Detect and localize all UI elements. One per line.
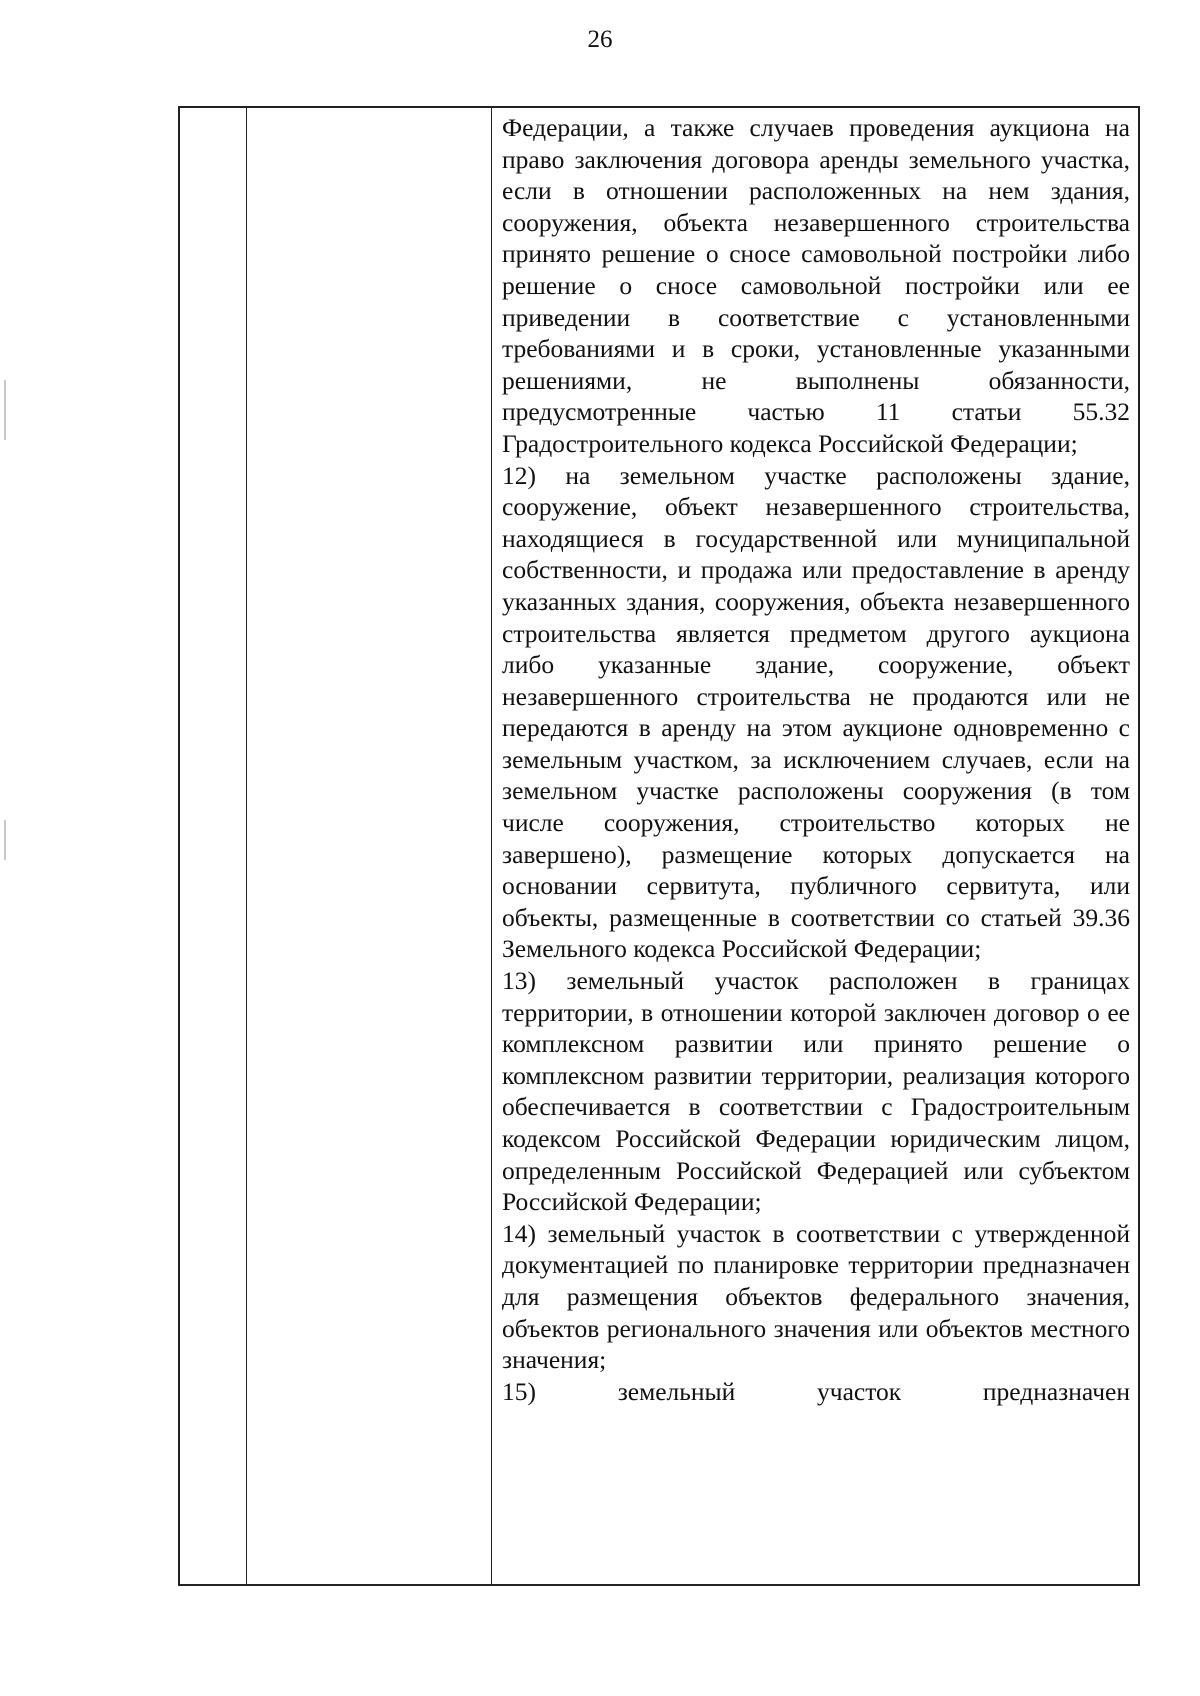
table-column-number — [180, 108, 247, 1584]
paragraph-11-continuation: Федерации, а также случаев проведения аукциона на право заключения договора аренды земельного участка, если в отношении расположенных на нем здания, сооружения, объекта незавершенного строительства принято решение о сносе самовольной постройки либо решение о сносе самовольной постройки или ее приведении в соответствие с установленными требованиями и в сроки, установленные указанными решениями, не выполнены обязанности, предусмотренные частью 11 статьи 55.32 Градостроительного кодекса Российской Федерации; — [502, 113, 1130, 458]
paragraph-15: 15) земельный участок предназначен — [502, 1376, 1130, 1406]
page-number: 26 — [587, 26, 613, 53]
scan-edge-mark — [4, 380, 6, 440]
table-column-name — [247, 108, 492, 1584]
paragraph-12: 12) на земельном участке расположены здание, сооружение, объект незавершенного строительства, находящиеся в государственной или муниципальной собственности, и продажа или предоставление в аренду указанных здания, сооружения, объекта незавершенного строительства является предметом другого аукциона либо указанные здание, сооружение, объект незавершенного строительства не продаются или не передаются в аренду на этом аукционе одновременно с земельным участком, за исключением случаев, если на земельном участке расположены сооружения (в том числе сооружения, строительство которых не завершено), размещение которых допускается на основании сервитута, публичного сервитута, или объекты, размещенные в соответствии со статьей 39.36 Земельного кодекса Российской Федерации; — [502, 460, 1130, 964]
document-table — [178, 106, 1140, 1586]
table-column-content — [492, 108, 1138, 1584]
scan-edge-mark — [4, 820, 6, 860]
paragraph-13: 13) земельный участок расположен в границах территории, в отношении которой заключен договор о ее комплексном развитии или принято решение о комплексном развитии территории, реализация которого обеспечивается в соответствии с Градостроительным кодексом Российской Федерации юридическим лицом, определенным Российской Федерацией или субъектом Российской Федерации; — [502, 966, 1130, 1217]
paragraph-14: 14) земельный участок в соответствии с утвержденной документацией по планировке территории предназначен для размещения объектов федерального значения, объектов регионального значения или объектов местного значения; — [502, 1218, 1130, 1375]
